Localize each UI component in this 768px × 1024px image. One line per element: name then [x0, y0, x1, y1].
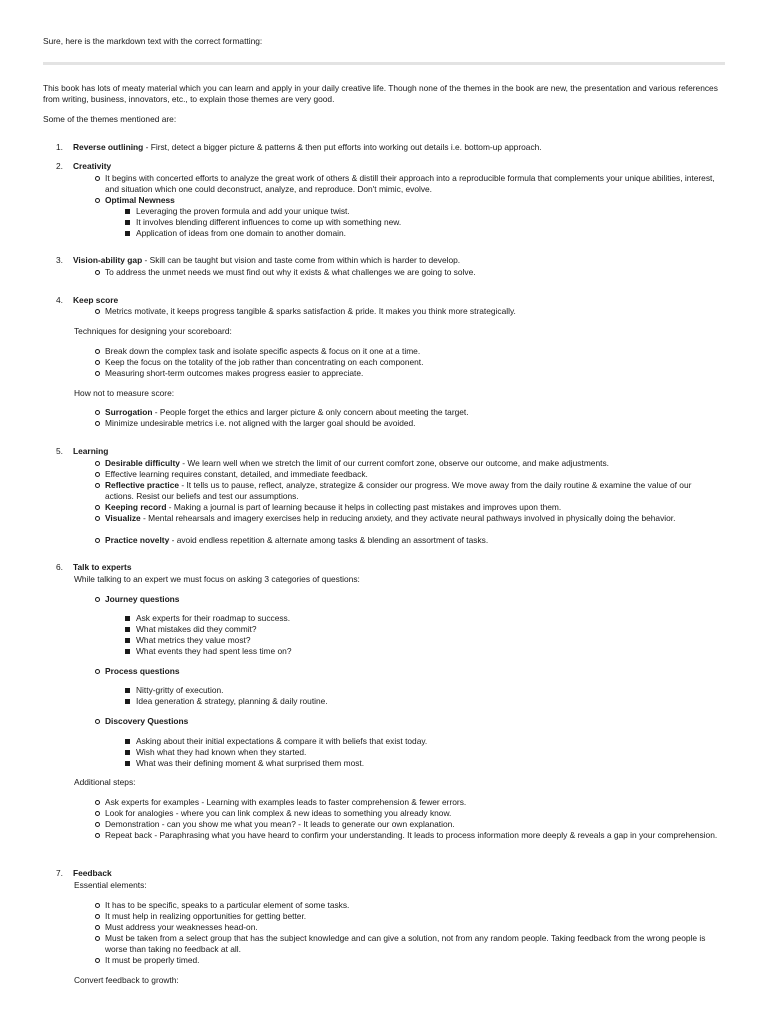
- bullet-item: Repeat back - Paraphrasing what you have heard to confirm your understanding. It leads to process information more deeply & reveals a gap in your comprehension.: [105, 830, 720, 841]
- sub-bullet-item: Leveraging the proven formula and add your unique twist.: [136, 206, 720, 217]
- list-number: 3.: [56, 255, 63, 266]
- sub-bullet-item: It involves blending different influences to come up with something new.: [136, 217, 720, 228]
- list-item: [56, 562, 132, 573]
- bullet-item: Practice novelty - avoid endless repetition & alternate among tasks & blending an assortment of tasks.: [105, 535, 720, 546]
- list-number: 6.: [56, 562, 63, 573]
- sub-bullet-item: Wish what they had known when they started.: [136, 747, 720, 758]
- bullet-item: To address the unmet needs we must find out why it exists & what challenges we are going to solve.: [105, 267, 720, 278]
- horizontal-rule: [43, 62, 725, 65]
- bullet-item: Demonstration - can you show me what you mean? - It leads to generate our own explanation.: [105, 819, 720, 830]
- list-number: 2.: [56, 161, 63, 172]
- bullet-item: Journey questions: [105, 594, 720, 605]
- intro-paragraph: This book has lots of meaty material which you can learn and apply in your daily creative life. Though none of the themes in the book are new, the presentation and various references from writing, business, innovators, etc., to explain those themes are very good.: [43, 83, 718, 104]
- section-title: Feedback: [73, 868, 112, 879]
- sub-bullet-item: What events they had spent less time on?: [136, 646, 720, 657]
- paragraph-label: While talking to an expert we must focus on asking 3 categories of questions:: [74, 574, 360, 584]
- sub-bullet-item: What was their defining moment & what surprised them most.: [136, 758, 720, 769]
- bullet-item: Ask experts for examples - Learning with examples leads to faster comprehension & fewer errors.: [105, 797, 720, 808]
- sub-bullet-item: Asking about their initial expectations & compare it with beliefs that exist today.: [136, 736, 720, 747]
- header-text: Sure, here is the markdown text with the correct formatting:: [43, 36, 263, 46]
- list-number: 7.: [56, 868, 63, 879]
- bullet-item: Minimize undesirable metrics i.e. not aligned with the larger goal should be avoided.: [105, 418, 720, 429]
- bullet-item: Metrics motivate, it keeps progress tangible & sparks satisfaction & pride. It makes you think more strategically.: [105, 306, 720, 317]
- bullet-item: Reflective practice - It tells us to pause, reflect, analyze, strategize & consider our progress. We move away from the daily routine & examine the value of our actions. Resist our beliefs and test our assumptions.: [105, 480, 720, 502]
- sub-bullet-item: Ask experts for their roadmap to success.: [136, 613, 720, 624]
- bullet-item: Effective learning requires constant, detailed, and immediate feedback.: [105, 469, 720, 480]
- paragraph-label: Techniques for designing your scoreboard:: [74, 326, 232, 336]
- bullet-item: Break down the complex task and isolate specific aspects & focus on it one at a time.: [105, 346, 720, 357]
- bullet-item: Surrogation - People forget the ethics and larger picture & only concern about meeting the target.: [105, 407, 720, 418]
- bullet-item: Look for analogies - where you can link complex & new ideas to something you already know.: [105, 808, 720, 819]
- list-number: 5.: [56, 446, 63, 457]
- bullet-item: Must be taken from a select group that has the subject knowledge and can give a solution, not from any random people. Taking feedback from the wrong people is worse than taking no feedback at all.: [105, 933, 720, 955]
- sub-bullet-item: What metrics they value most?: [136, 635, 720, 646]
- paragraph-label: Additional steps:: [74, 777, 136, 787]
- bullet-item: Process questions: [105, 666, 720, 677]
- sub-bullet-item: What mistakes did they commit?: [136, 624, 720, 635]
- sub-bullet-item: Idea generation & strategy, planning & daily routine.: [136, 696, 720, 707]
- bullet-item: It must help in realizing opportunities for getting better.: [105, 911, 720, 922]
- section-title: Creativity: [73, 161, 112, 172]
- bullet-item: Keep the focus on the totality of the job rather than concentrating on each component.: [105, 357, 720, 368]
- list-item: 3. Vision-ability gap - Skill can be taught but vision and taste come from within which is harder to develop.: [56, 255, 461, 266]
- list-number: 1.: [56, 142, 63, 153]
- bullet-item: Keeping record - Making a journal is part of learning because it helps in collecting past mistakes and improves upon them.: [105, 502, 720, 513]
- sub-bullet-item: Application of ideas from one domain to another domain.: [136, 228, 720, 239]
- section-title: Vision-ability gap: [73, 255, 143, 266]
- bullet-item: Visualize - Mental rehearsals and imagery exercises help in reducing anxiety, and they activate neural pathways involved in physically doing the behavior.: [105, 513, 720, 524]
- bullet-item: Measuring short-term outcomes makes progress easier to appreciate.: [105, 368, 720, 379]
- bullet-item: Discovery Questions: [105, 716, 720, 727]
- bullet-item: It must be properly timed.: [105, 955, 720, 966]
- list-number: 4.: [56, 295, 63, 306]
- section-title: Reverse outlining: [73, 142, 144, 153]
- bullet-item: It has to be specific, speaks to a particular element of some tasks.: [105, 900, 720, 911]
- sub-bullet-item: Nitty-gritty of execution.: [136, 685, 720, 696]
- list-item: [56, 446, 108, 457]
- bullet-item: Optimal Newness: [105, 195, 720, 206]
- section-title: Talk to experts: [73, 562, 132, 573]
- bullet-item: It begins with concerted efforts to analyze the great work of others & distill their approach into a reproducible formula that complements your unique abilities, interest, and situation which one could deconstruct, analyze, and reproduce. Don't mimic, evolve.: [105, 173, 720, 195]
- paragraph-label: Convert feedback to growth:: [74, 975, 179, 985]
- paragraph-label: Essential elements:: [74, 880, 147, 890]
- list-item: 1. Reverse outlining - First, detect a bigger picture & patterns & then put efforts into working out details i.e. bottom-up approach.: [56, 142, 542, 153]
- list-item: [56, 868, 112, 879]
- section-title: Learning: [73, 446, 109, 457]
- bullet-item: Must address your weaknesses head-on.: [105, 922, 720, 933]
- list-item: [56, 295, 118, 306]
- section-title: Keep score: [73, 295, 119, 306]
- bullet-item: Desirable difficulty - We learn well when we stretch the limit of our current comfort zone, observe our outcome, and make adjustments.: [105, 458, 720, 469]
- list-item: [56, 161, 111, 172]
- paragraph-label: How not to measure score:: [74, 388, 175, 398]
- themes-intro: Some of the themes mentioned are:: [43, 114, 177, 124]
